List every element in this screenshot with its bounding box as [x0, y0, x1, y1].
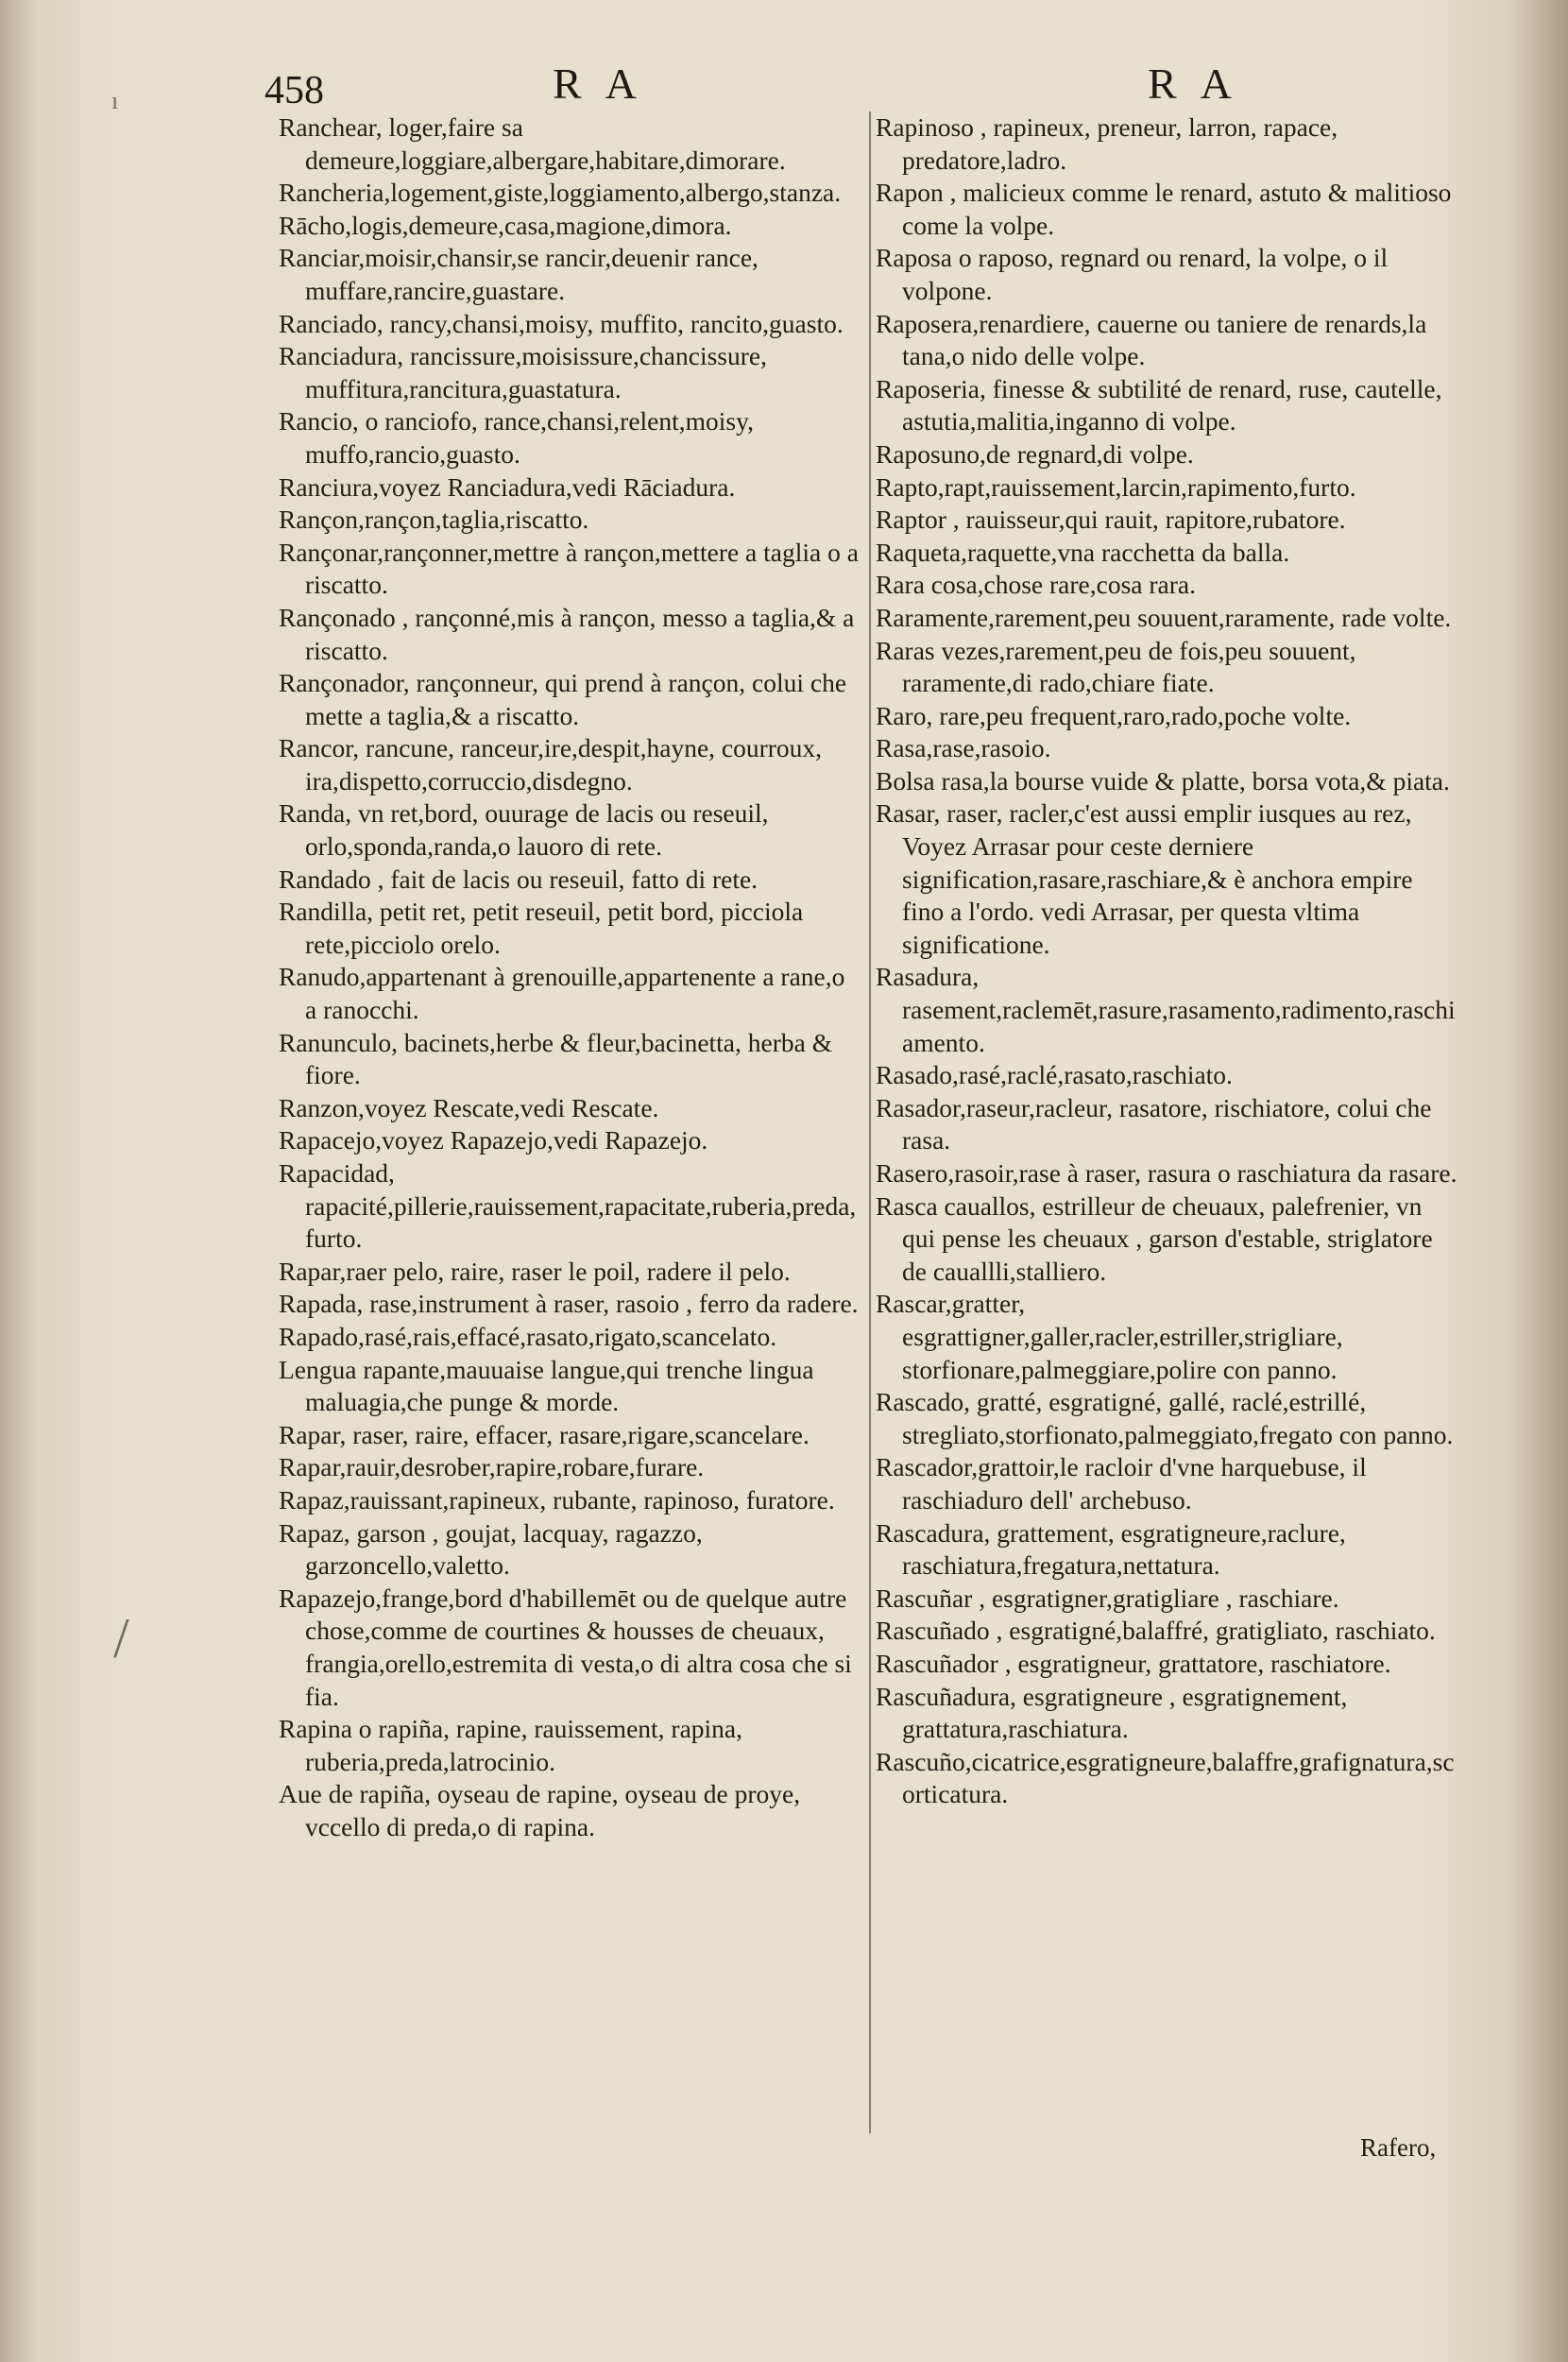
dictionary-entry: Rascador,grattoir,le racloir d'vne harquebuse, il raschiaduro dell' archebuso.	[876, 1452, 1367, 1515]
dictionary-entry: Rapazejo,frange,bord d'habillemēt ou de quelque autre chose,comme de courtines & housses de cheuaux, frangia,orello,estremita di vesta,o di altra cosa che si fia.	[279, 1583, 852, 1711]
dictionary-entry: Raro, rare,peu frequent,raro,rado,poche volte.	[876, 700, 1352, 730]
dictionary-entry: Rapinoso , rapineux, preneur, larron, rapace, predatore,ladro.	[876, 112, 1338, 175]
dictionary-entry: Rançonar,rançonner,mettre à rançon,mettere a taglia o a riscatto.	[279, 537, 859, 600]
dictionary-entry: Ranciado, rancy,chansi,moisy, muffito, rancito,guasto.	[279, 308, 844, 338]
dictionary-entry: Rançon,rançon,taglia,riscatto.	[279, 505, 589, 535]
dictionary-entry: Rançonador, rançonneur, qui prend à rançon, colui che mette a taglia,& a riscatto.	[279, 668, 847, 730]
dictionary-entry: Rapon , malicieux comme le renard, astuto & malitioso come la volpe.	[876, 178, 1452, 240]
dictionary-entry: Ranudo,appartenant à grenouille,appartenente a rane,o a ranocchi.	[279, 962, 845, 1025]
dictionary-entry: Rascadura, grattement, esgratigneure,raclure, raschiatura,fregatura,nettatura.	[876, 1517, 1346, 1581]
right-column	[876, 111, 1459, 1811]
dictionary-entry: Raptor , rauisseur,qui rauit, rapitore,rubatore.	[876, 505, 1346, 535]
dictionary-entry: Rapada, rase,instrument à raser, rasoio , ferro da radere.	[279, 1289, 859, 1319]
column-divider	[869, 111, 871, 2133]
dictionary-entry: Rasadura, rasement,raclemēt,rasure,rasamento,radimento,raschiamento.	[876, 962, 1456, 1057]
dictionary-entry: Rapaz, garson , goujat, lacquay, ragazzo, garzoncello,valetto.	[279, 1517, 703, 1581]
dictionary-entry: Raposa o raposo, regnard ou renard, la volpe, o il volpone.	[876, 243, 1389, 305]
running-head-right: R A	[1148, 60, 1239, 108]
margin-mark: ı	[111, 87, 119, 114]
dictionary-entry: Rasero,rasoir,rase à raser, rasura o raschiatura da rasare.	[876, 1158, 1457, 1188]
dictionary-entry: Rapar,rauir,desrober,rapire,robare,furare.	[279, 1452, 705, 1482]
left-column	[279, 111, 862, 1843]
dictionary-entry: Rapado,rasé,rais,effacé,rasato,rigato,scancelato.	[279, 1321, 777, 1351]
dictionary-entry: Rācho,logis,demeure,casa,magione,dimora.	[279, 210, 732, 240]
margin-mark: /	[113, 1607, 129, 1669]
dictionary-entry: Ranciar,moisir,chansir,se rancir,deuenir rance, muffare,rancire,guastare.	[279, 243, 758, 305]
dictionary-entry: Randado , fait de lacis ou reseuil, fatto di rete.	[279, 864, 758, 894]
dictionary-entry: Randa, vn ret,bord, ouurage de lacis ou reseuil, orlo,sponda,randa,o lauoro di rete.	[279, 798, 769, 862]
dictionary-entry: Rasador,raseur,racleur, rasatore, rischiatore, colui che rasa.	[876, 1092, 1432, 1155]
dictionary-entry: Randilla, petit ret, petit reseuil, petit bord, picciola rete,picciolo orelo.	[279, 897, 804, 959]
dictionary-entry: Rapar,raer pelo, raire, raser le poil, radere il pelo.	[279, 1256, 791, 1286]
dictionary-entry: Rascuñadura, esgratigneure , esgratignement, grattatura,raschiatura.	[876, 1681, 1348, 1744]
dictionary-entry: Ranciadura, rancissure,moisissure,chancissure, muffitura,rancitura,guastatura.	[279, 341, 767, 403]
dictionary-entry: Rascuñador , esgratigneur, grattatore, raschiatore.	[876, 1648, 1391, 1678]
dictionary-entry: Rapto,rapt,rauissement,larcin,rapimento,furto.	[876, 471, 1356, 502]
dictionary-entry: Rasar, raser, racler,c'est aussi emplir iusques au rez, Voyez Arrasar pour ceste derniere signification,rasare,raschiare,& è anchora empire fino a l'ordo. vedi Arrasar, per questa vltima significatione.	[876, 798, 1413, 959]
page-number: 458	[264, 69, 324, 112]
dictionary-entry: Ranzon,voyez Rescate,vedi Rescate.	[279, 1092, 659, 1122]
dictionary-entry: Rascuño,cicatrice,esgratigneure,balaffre,grafignatura,scorticatura.	[876, 1746, 1455, 1809]
dictionary-entry: Rapaz,rauissant,rapineux, rubante, rapinoso, furatore.	[279, 1484, 835, 1515]
dictionary-entry: Rascuñar , esgratigner,gratigliare , raschiare.	[876, 1583, 1339, 1613]
dictionary-entry: Raqueta,raquette,vna racchetta da balla.	[876, 537, 1290, 567]
dictionary-entry: Rancio, o ranciofo, rance,chansi,relent,moisy, muffo,rancio,guasto.	[279, 406, 754, 469]
dictionary-entry: Rascar,gratter, esgrattigner,galler,racler,estriller,strigliare, storfionare,palmeggiare,polire con panno.	[876, 1289, 1343, 1384]
dictionary-entry: Raposuno,de regnard,di volpe.	[876, 438, 1194, 469]
dictionary-entry: Rapar, raser, raire, effacer, rasare,rigare,scancelare.	[279, 1419, 810, 1449]
dictionary-entry: Lengua rapante,mauuaise langue,qui trenche lingua maluagia,che punge & morde.	[279, 1354, 814, 1417]
dictionary-entry: Raposera,renardiere, cauerne ou taniere de renards,la tana,o nido delle volpe.	[876, 308, 1427, 371]
dictionary-entry: Aue de rapiña, oyseau de rapine, oyseau de proye, vccello di preda,o di rapina.	[279, 1779, 801, 1841]
dictionary-entry: Bolsa rasa,la bourse vuide & platte, borsa vota,& piata.	[876, 765, 1450, 796]
dictionary-entry: Ranchear, loger,faire sa demeure,loggiare,albergare,habitare,dimorare.	[279, 112, 786, 175]
dictionary-entry: Rasca cauallos, estrilleur de cheuaux, palefrenier, vn qui pense les cheuaux , garson d'estable, striglatore de cauallli,stalliero.	[876, 1190, 1433, 1286]
dictionary-entry: Rapacejo,voyez Rapazejo,vedi Rapazejo.	[279, 1125, 708, 1155]
dictionary-entry: Rara cosa,chose rare,cosa rara.	[876, 570, 1196, 600]
dictionary-entry: Rançonado , rançonné,mis à rançon, messo a taglia,& a riscatto.	[279, 602, 855, 665]
dictionary-entry: Rancheria,logement,giste,loggiamento,albergo,stanza.	[279, 178, 842, 208]
dictionary-entry: Rapina o rapiña, rapine, rauissement, rapina, ruberia,preda,latrocinio.	[279, 1714, 742, 1776]
dictionary-entry: Ranunculo, bacinets,herbe & fleur,bacinetta, herba & fiore.	[279, 1027, 833, 1090]
dictionary-entry: Rascuñado , esgratigné,balaffré, gratigliato, raschiato.	[876, 1616, 1436, 1646]
dictionary-entry: Rascado, gratté, esgratigné, gallé, raclé,estrillé, stregliato,storfionato,palmeggiato,fregato con panno.	[876, 1387, 1454, 1449]
running-head-left: R A	[553, 60, 644, 108]
dictionary-entry: Rasa,rase,rasoio.	[876, 733, 1051, 763]
dictionary-entry: Ranciura,voyez Ranciadura,vedi Rāciadura.	[279, 471, 736, 502]
catchword: Rafero,	[1360, 2133, 1437, 2162]
dictionary-entry: Rapacidad, rapacité,pillerie,rauissement,rapacitate,ruberia,preda,furto.	[279, 1158, 857, 1254]
dictionary-entry: Raramente,rarement,peu souuent,raramente, rade volte.	[876, 602, 1452, 632]
dictionary-entry: Raposeria, finesse & subtilité de renard, ruse, cautelle, astutia,malitia,inganno di volpe.	[876, 373, 1442, 436]
dictionary-entry: Rasado,rasé,raclé,rasato,raschiato.	[876, 1060, 1233, 1090]
dictionary-entry: Rancor, rancune, ranceur,ire,despit,hayne, courroux, ira,dispetto,corruccio,disdegno.	[279, 733, 823, 796]
dictionary-entry: Raras vezes,rarement,peu de fois,peu souuent, raramente,di rado,chiare fiate.	[876, 635, 1356, 698]
